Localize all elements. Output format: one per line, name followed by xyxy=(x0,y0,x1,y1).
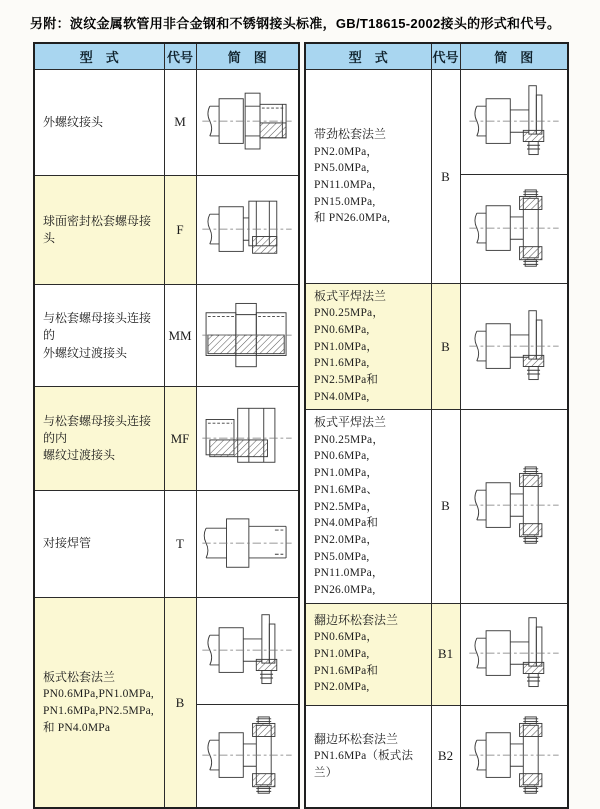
table-header-row xyxy=(34,43,299,70)
fittings-table-right xyxy=(304,42,569,809)
male-thread-fitting-diagram xyxy=(198,82,296,162)
spherical-seal-nut-fitting-diagram xyxy=(198,190,296,270)
diagram-cell xyxy=(460,705,568,808)
type-cell xyxy=(305,705,431,808)
type-line: 外螺纹过渡接头 xyxy=(43,345,128,360)
code-cell: B1 xyxy=(431,603,460,705)
type-line: 和 PN26.0MPa, xyxy=(314,212,391,225)
plate-loose-flange-diagram xyxy=(198,611,296,691)
code-cell: M xyxy=(164,70,196,176)
code-cell: B xyxy=(431,284,460,410)
diagram-cell xyxy=(460,284,568,410)
type-line: 和 PN4.0MPa xyxy=(43,721,111,734)
type-line: PN1.0MPa，PN1.6MPa, xyxy=(314,340,379,370)
diagram-cell xyxy=(196,175,299,284)
type-line: 翻边环松套法兰 xyxy=(314,612,399,627)
plate-loose-flange-diagram xyxy=(465,614,563,694)
code-cell: B2 xyxy=(431,705,460,808)
type-line: 球面密封松套螺母接头 xyxy=(43,213,152,245)
type-cell xyxy=(34,490,164,597)
type-cell xyxy=(34,285,164,387)
type-cell xyxy=(34,387,164,490)
type-cell xyxy=(305,284,431,410)
diagram-cell xyxy=(196,705,299,809)
type-line: PN0.25MPa，PN0.6MPa, xyxy=(314,433,385,463)
diagram-cell xyxy=(460,603,568,705)
type-line: PN2.0MPa，PN5.0MPa, xyxy=(314,533,379,563)
diagram-cell xyxy=(196,387,299,490)
table-header-row xyxy=(305,43,568,70)
table-row xyxy=(305,603,568,705)
type-line: PN1.6MPa,PN2.5MPa, xyxy=(43,704,154,717)
page-title: 另附：波纹金属软管用非合金钢和不锈钢接头标准，GB/T18615-2002接头的形式和代号。 xyxy=(30,16,561,31)
diagram-cell xyxy=(196,285,299,387)
diagram-cell xyxy=(196,597,299,704)
type-cell xyxy=(34,70,164,176)
type-line: 翻边环松套法兰 xyxy=(314,731,399,746)
column-header-code: 代号 xyxy=(164,43,196,70)
code-cell: MF xyxy=(164,387,196,490)
type-line: 螺纹过渡接头 xyxy=(43,448,116,463)
fittings-table-pair xyxy=(33,42,600,809)
diagram-cell xyxy=(196,490,299,597)
table-row xyxy=(34,70,299,176)
type-line: 与松套螺母接头连接的 xyxy=(43,310,152,343)
table-row xyxy=(34,490,299,597)
type-cell xyxy=(34,175,164,284)
type-line: PN11.0MPa，PN26.0MPa, xyxy=(314,567,384,596)
type-cell xyxy=(305,603,431,705)
collar-loose-flange-diagram xyxy=(198,716,296,796)
type-line: PN2.5MPa，PN4.0MPa和 xyxy=(314,500,379,530)
code-cell: T xyxy=(164,490,196,597)
type-line: PN1.6MPa（板式法兰） xyxy=(314,750,414,779)
column-header-type: 型 式 xyxy=(305,43,431,70)
column-header-code: 代号 xyxy=(431,43,460,70)
table-row xyxy=(305,410,568,603)
fittings-table-left xyxy=(33,42,300,809)
collar-loose-flange-diagram xyxy=(465,189,563,269)
column-header-diagram: 简 图 xyxy=(460,43,568,70)
type-line: PN2.0MPa，PN5.0MPa, xyxy=(314,145,379,175)
type-line: PN11.0MPa，PN15.0MPa, xyxy=(314,178,384,208)
type-line: 带劲松套法兰 xyxy=(314,127,387,142)
type-cell xyxy=(305,410,431,603)
male-female-adapter-diagram xyxy=(198,399,296,479)
table-row xyxy=(305,705,568,808)
table-row xyxy=(34,597,299,704)
code-cell: B xyxy=(431,70,460,284)
diagram-cell xyxy=(460,70,568,175)
table-row xyxy=(305,284,568,410)
type-cell xyxy=(305,70,431,284)
column-header-diagram: 简 图 xyxy=(196,43,299,70)
column-header-type: 型 式 xyxy=(34,43,164,70)
type-line: PN0.6MPa，PN1.0MPa, xyxy=(314,631,379,661)
type-line: 板式松套法兰 xyxy=(43,669,116,684)
code-cell: B xyxy=(431,410,460,603)
type-line: PN1.0MPa，PN1.6MPa、 xyxy=(314,467,379,496)
diagram-cell xyxy=(460,410,568,603)
type-line: 板式平焊法兰 xyxy=(314,415,387,430)
table-row xyxy=(34,387,299,490)
type-line: 对接焊管 xyxy=(43,536,92,551)
type-line: PN0.25MPa，PN0.6MPa, xyxy=(314,307,385,337)
type-line: PN0.6MPa,PN1.0MPa, xyxy=(43,688,154,701)
type-line: PN2.5MPa和PN4.0MPa, xyxy=(314,374,379,403)
plate-loose-flange-diagram xyxy=(465,82,563,162)
diagram-cell xyxy=(196,70,299,176)
type-line: PN1.6MPa和PN2.0MPa, xyxy=(314,664,379,694)
collar-loose-flange-diagram xyxy=(465,466,563,546)
butt-weld-pipe-diagram xyxy=(198,504,296,584)
type-cell xyxy=(34,597,164,808)
code-cell: F xyxy=(164,175,196,284)
code-cell: B xyxy=(164,597,196,808)
document-page xyxy=(0,13,600,809)
double-male-adapter-diagram xyxy=(198,296,296,376)
diagram-cell xyxy=(460,175,568,284)
type-line: 板式平焊法兰 xyxy=(314,289,387,303)
table-row xyxy=(34,285,299,387)
table-row xyxy=(34,175,299,284)
type-line: 与松套螺母接头连接的内 xyxy=(43,413,152,446)
type-line: 外螺纹接头 xyxy=(43,114,104,129)
plate-loose-flange-diagram xyxy=(465,307,563,387)
table-row xyxy=(305,70,568,175)
code-cell: MM xyxy=(164,285,196,387)
collar-loose-flange-diagram xyxy=(465,716,563,796)
